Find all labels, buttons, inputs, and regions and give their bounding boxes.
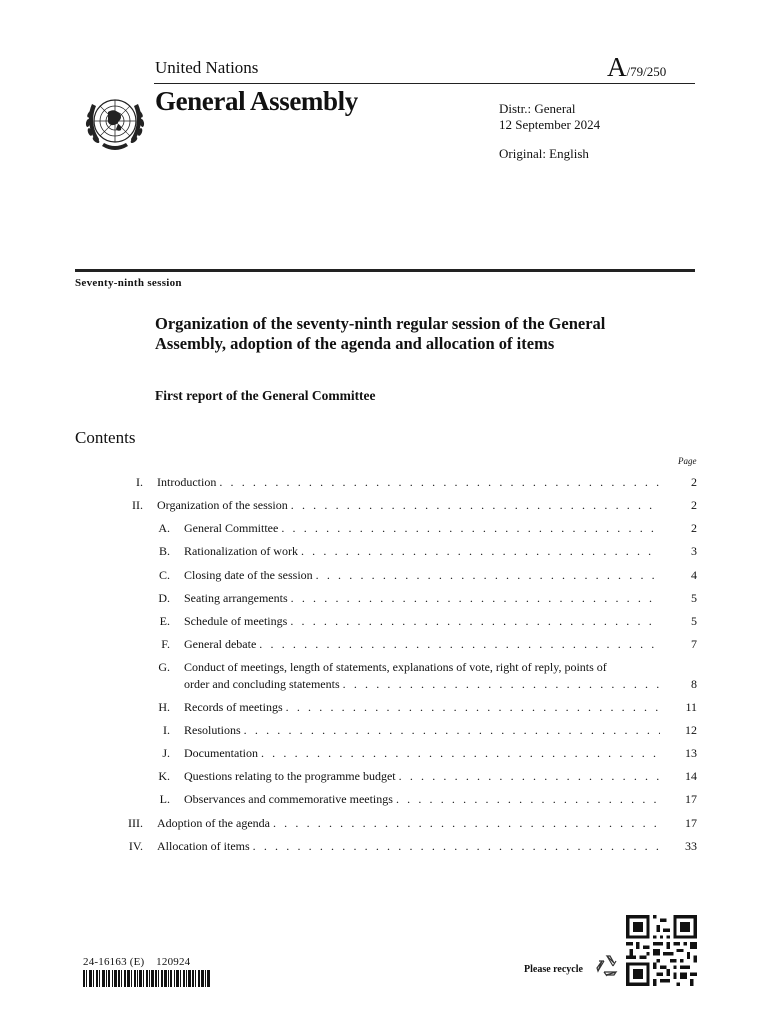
toc-page: 2 (691, 521, 697, 535)
toc-number: IV. (128, 839, 143, 853)
toc-number: A. (158, 521, 170, 535)
toc-number: H. (158, 700, 170, 714)
job-date: 120924 (156, 956, 191, 968)
toc-label: Documentation (184, 746, 258, 760)
toc-number: I. (136, 475, 143, 489)
toc-number: III. (128, 816, 143, 830)
toc-label: Schedule of meetings (184, 614, 288, 628)
document-subtitle: First report of the General Committee (155, 388, 376, 403)
toc-page: 33 (685, 839, 697, 853)
toc-label: Closing date of the session (184, 568, 313, 582)
toc-number: D. (158, 591, 170, 605)
un-emblem-icon (78, 90, 152, 156)
contents-heading: Contents (75, 428, 136, 447)
recycle-icon (594, 953, 620, 979)
toc-page: 4 (691, 568, 697, 582)
toc-label: Resolutions (184, 723, 241, 737)
toc-page: 5 (691, 614, 697, 628)
original-language: Original: English (499, 146, 589, 161)
issue-date: 12 September 2024 (499, 117, 601, 132)
toc-page: 2 (691, 475, 697, 489)
qr-code-icon (626, 915, 697, 986)
toc-number: II. (132, 498, 143, 512)
toc-number: K. (158, 769, 170, 783)
organization-name: United Nations (155, 58, 259, 77)
toc-label: Adoption of the agenda (157, 816, 270, 830)
job-number: 24-16163 (E) (83, 956, 145, 968)
toc-label: order and concluding statements (184, 677, 340, 691)
toc-page: 17 (685, 792, 697, 806)
toc-number: F. (161, 637, 170, 651)
body-name: General Assembly (155, 86, 358, 116)
toc-label-line1: Conduct of meetings, length of statements, explanations of vote, right of reply, points of (184, 660, 607, 674)
toc-number: G. (158, 660, 170, 674)
document-symbol (607, 52, 666, 83)
distribution: Distr.: General (499, 101, 576, 116)
toc-page: 8 (691, 677, 697, 691)
symbol-prefix: A (607, 52, 627, 82)
session-rule (75, 269, 695, 272)
toc-page: 17 (685, 816, 697, 830)
toc-page: 14 (685, 769, 697, 783)
document-title: Organization of the seventy-ninth regular session of the General Assembly, adoption of the agenda and allocation of items (155, 314, 606, 353)
toc-page: 5 (691, 591, 697, 605)
header-rule (154, 83, 695, 84)
toc-label: General Committee (184, 521, 279, 535)
toc-number: C. (158, 568, 170, 582)
toc-label: Records of meetings (184, 700, 283, 714)
toc-number: I. (163, 723, 170, 737)
toc-page: 12 (685, 723, 697, 737)
toc-label: Allocation of items (157, 839, 250, 853)
job-number-line (83, 956, 190, 968)
session-label: Seventy-ninth session (75, 277, 182, 289)
toc-page: 3 (691, 544, 697, 558)
toc-number: J. (162, 746, 170, 760)
symbol-rest: /79/250 (626, 64, 667, 79)
toc-label: Organization of the session (157, 498, 288, 512)
toc-label: Observances and commemorative meetings (184, 792, 393, 806)
toc-number: L. (159, 792, 170, 806)
distribution-block (499, 101, 600, 133)
toc-label: General debate (184, 637, 257, 651)
toc-page: 11 (685, 700, 697, 714)
toc-page: 13 (685, 746, 697, 760)
page-column-heading: Page (678, 456, 697, 466)
toc-label: Introduction (157, 475, 217, 489)
toc-label: Rationalization of work (184, 544, 298, 558)
barcode-icon (83, 970, 210, 987)
toc-number: B. (158, 544, 170, 558)
recycle-label: Please recycle (524, 964, 583, 975)
toc-page: 2 (691, 498, 697, 512)
toc-page: 7 (691, 637, 697, 651)
toc-label: Seating arrangements (184, 591, 288, 605)
toc-number: E. (159, 614, 170, 628)
toc-label: Questions relating to the programme budget (184, 769, 396, 783)
